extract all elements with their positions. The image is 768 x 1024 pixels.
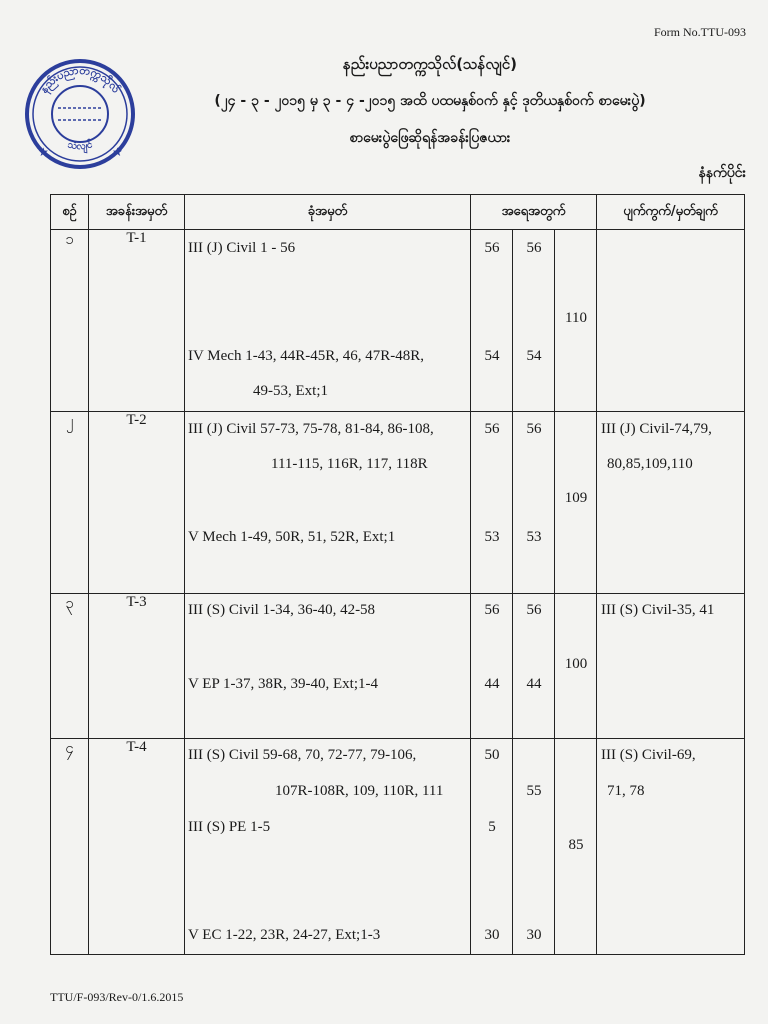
count-value: 53: [526, 529, 542, 545]
count-cell: [513, 230, 555, 412]
room-number: T-4: [89, 739, 185, 955]
svg-text:သံလျင်: [66, 137, 93, 155]
roll-group-continued: 107R-108R, 109, 110R, 111: [275, 783, 444, 799]
count-value: 50: [484, 747, 500, 763]
count-value: 30: [484, 927, 500, 943]
count-value: 55: [526, 783, 542, 799]
count-value: 44: [526, 676, 542, 692]
header-roll-numbers: ခုံအမှတ်: [185, 195, 471, 230]
remark-cell: [597, 412, 745, 594]
count-value: 30: [526, 927, 542, 943]
roll-group: V Mech 1-49, 50R, 51, 52R, Ext;1: [188, 529, 396, 545]
table-header-row: [51, 195, 745, 230]
count-value: 56: [484, 240, 500, 256]
university-seal-stamp: [24, 58, 136, 170]
total-cell: [555, 412, 597, 594]
header-no: စဉ်: [51, 195, 89, 230]
remark-text-continued: 80,85,109,110: [607, 456, 693, 472]
room-plan-title: စာမေးပွဲဖြေဆိုရန်အခန်းပြဇယား: [349, 130, 511, 146]
row-number: ၃: [51, 594, 89, 739]
row-number: ၂: [51, 412, 89, 594]
table-row: [51, 739, 745, 955]
roll-group: III (S) Civil 59-68, 70, 72-77, 79-106,: [188, 747, 417, 763]
count-value: 54: [484, 348, 500, 364]
total-count: 109: [564, 490, 588, 506]
count-cell: [471, 412, 513, 594]
form-revision-footer: TTU/F-093/Rev-0/1.6.2015: [50, 990, 184, 1004]
count-value: 56: [526, 421, 542, 437]
header-remark: ပျက်ကွက်/မှတ်ချက်: [597, 195, 745, 230]
remark-text: III (S) Civil-35, 41: [601, 602, 715, 618]
room-number: T-3: [89, 594, 185, 739]
session-label: နံနက်ပိုင်း: [698, 165, 746, 181]
roll-numbers-cell: [185, 412, 471, 594]
header-room: အခန်းအမှတ်: [89, 195, 185, 230]
count-value: 53: [484, 529, 500, 545]
total-cell: [555, 594, 597, 739]
total-count: 110: [565, 310, 587, 326]
row-number: ၁: [51, 230, 89, 412]
row-number: ၄: [51, 739, 89, 955]
total-count: 100: [564, 656, 588, 672]
roll-numbers-cell: [185, 739, 471, 955]
remark-text: III (S) Civil-69,: [601, 747, 696, 763]
institution-title: နည်းပညာတက္ကသိုလ်(သန်လျင်): [343, 55, 517, 73]
svg-text:★: ★: [38, 145, 49, 159]
roll-numbers-cell: [185, 594, 471, 739]
remark-cell: [597, 230, 745, 412]
roll-group: III (J) Civil 1 - 56: [188, 240, 296, 256]
table-row: [51, 230, 745, 412]
roll-group-continued: 111-115, 116R, 117, 118R: [271, 456, 428, 472]
room-number: T-2: [89, 412, 185, 594]
total-cell: [555, 739, 597, 955]
count-cell: [471, 739, 513, 955]
count-value: 56: [526, 602, 542, 618]
count-value: 56: [484, 602, 500, 618]
exam-period-title: (၂၄ - ၃ - ၂၀၁၅ မှ ၃ - ၄ -၂၀၁၅ အထိ ပထမနှစ်ဝက် နှင့် ဒုတိယနှစ်ဝက် စာမေးပွဲ): [214, 93, 646, 109]
count-cell: [513, 594, 555, 739]
count-value: 56: [526, 240, 542, 256]
svg-text:★: ★: [112, 145, 123, 159]
count-value: 5: [488, 819, 496, 835]
total-cell: [555, 230, 597, 412]
count-value: 54: [526, 348, 542, 364]
room-allocation-table: [50, 194, 745, 955]
header-count: အရေအတွက်: [471, 195, 597, 230]
count-cell: [471, 594, 513, 739]
roll-group: IV Mech 1-43, 44R-45R, 46, 47R-48R,: [188, 348, 424, 364]
roll-group: V EC 1-22, 23R, 24-27, Ext;1-3: [188, 927, 381, 943]
seal-top-text: နည်းပညာတက္ကသိုလ်: [37, 63, 123, 96]
count-value: 56: [484, 421, 500, 437]
roll-group: V EP 1-37, 38R, 39-40, Ext;1-4: [188, 676, 378, 692]
form-number: Form No.TTU-093: [654, 25, 746, 39]
remark-text-continued: 71, 78: [607, 783, 645, 799]
roll-group-continued: 49-53, Ext;1: [253, 383, 328, 399]
total-count: 85: [568, 837, 584, 853]
seal-bottom-text: သံလျင်: [66, 139, 94, 153]
table-row: [51, 412, 745, 594]
roll-group: III (S) PE 1-5: [188, 819, 271, 835]
roll-numbers-cell: [185, 230, 471, 412]
count-cell: [513, 412, 555, 594]
remark-cell: [597, 594, 745, 739]
table-row: [51, 594, 745, 739]
roll-group: III (J) Civil 57-73, 75-78, 81-84, 86-108,: [188, 421, 434, 437]
remark-cell: [597, 739, 745, 955]
count-cell: [471, 230, 513, 412]
remark-text: III (J) Civil-74,79,: [601, 421, 712, 437]
count-value: 44: [484, 676, 500, 692]
roll-group: III (S) Civil 1-34, 36-40, 42-58: [188, 602, 376, 618]
count-cell: [513, 739, 555, 955]
room-number: T-1: [89, 230, 185, 412]
